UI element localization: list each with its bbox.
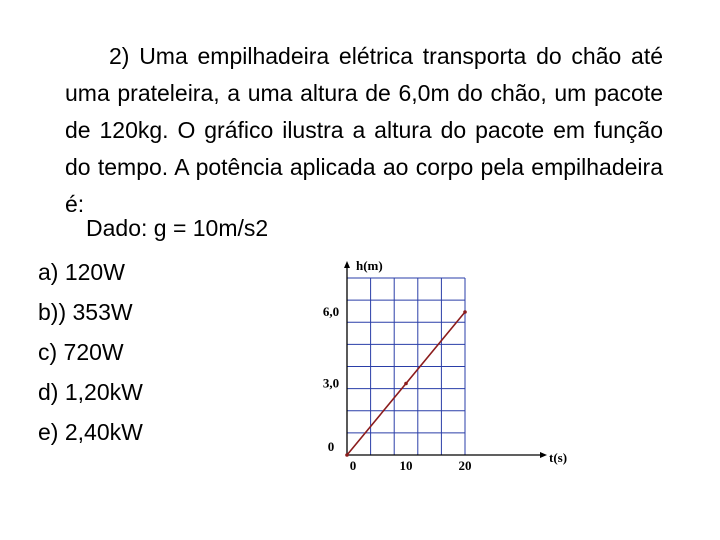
given-data: Dado: g = 10m/s2 <box>86 215 269 241</box>
x-tick-label: 10 <box>399 458 413 473</box>
x-tick-label: 0 <box>349 458 357 473</box>
y-tick-label: 6,0 <box>322 304 340 319</box>
grid <box>347 278 465 455</box>
option-c: c) 720W <box>38 339 124 365</box>
option-d: d) 1,20kW <box>38 379 143 405</box>
x-axis-label: t(s) <box>549 450 568 465</box>
series <box>345 310 467 457</box>
option-b: b)) 353W <box>38 299 133 325</box>
y-axis-arrow <box>344 261 350 268</box>
y-tick-label: 0 <box>327 439 335 454</box>
option-e: e) 2,40kW <box>38 419 143 445</box>
option-a: a) 120W <box>38 259 125 285</box>
data-point <box>345 453 349 457</box>
data-point <box>463 310 467 314</box>
data-point <box>404 382 408 386</box>
x-axis-arrow <box>540 452 547 458</box>
axes <box>344 261 547 458</box>
y-tick-label: 3,0 <box>322 375 340 391</box>
question-body: 2) Uma empilhadeira elétrica transporta do chão até uma prateleira, a uma altura de 6,0m do chão, um pacote de 120kg. O gráfico ilustra a altura do pacote em função do tempo. A potência aplicada ao corpo pela empilhadeira é: <box>65 43 663 217</box>
x-tick-label: 20 <box>458 458 472 473</box>
y-axis-label: h(m) <box>356 258 383 273</box>
